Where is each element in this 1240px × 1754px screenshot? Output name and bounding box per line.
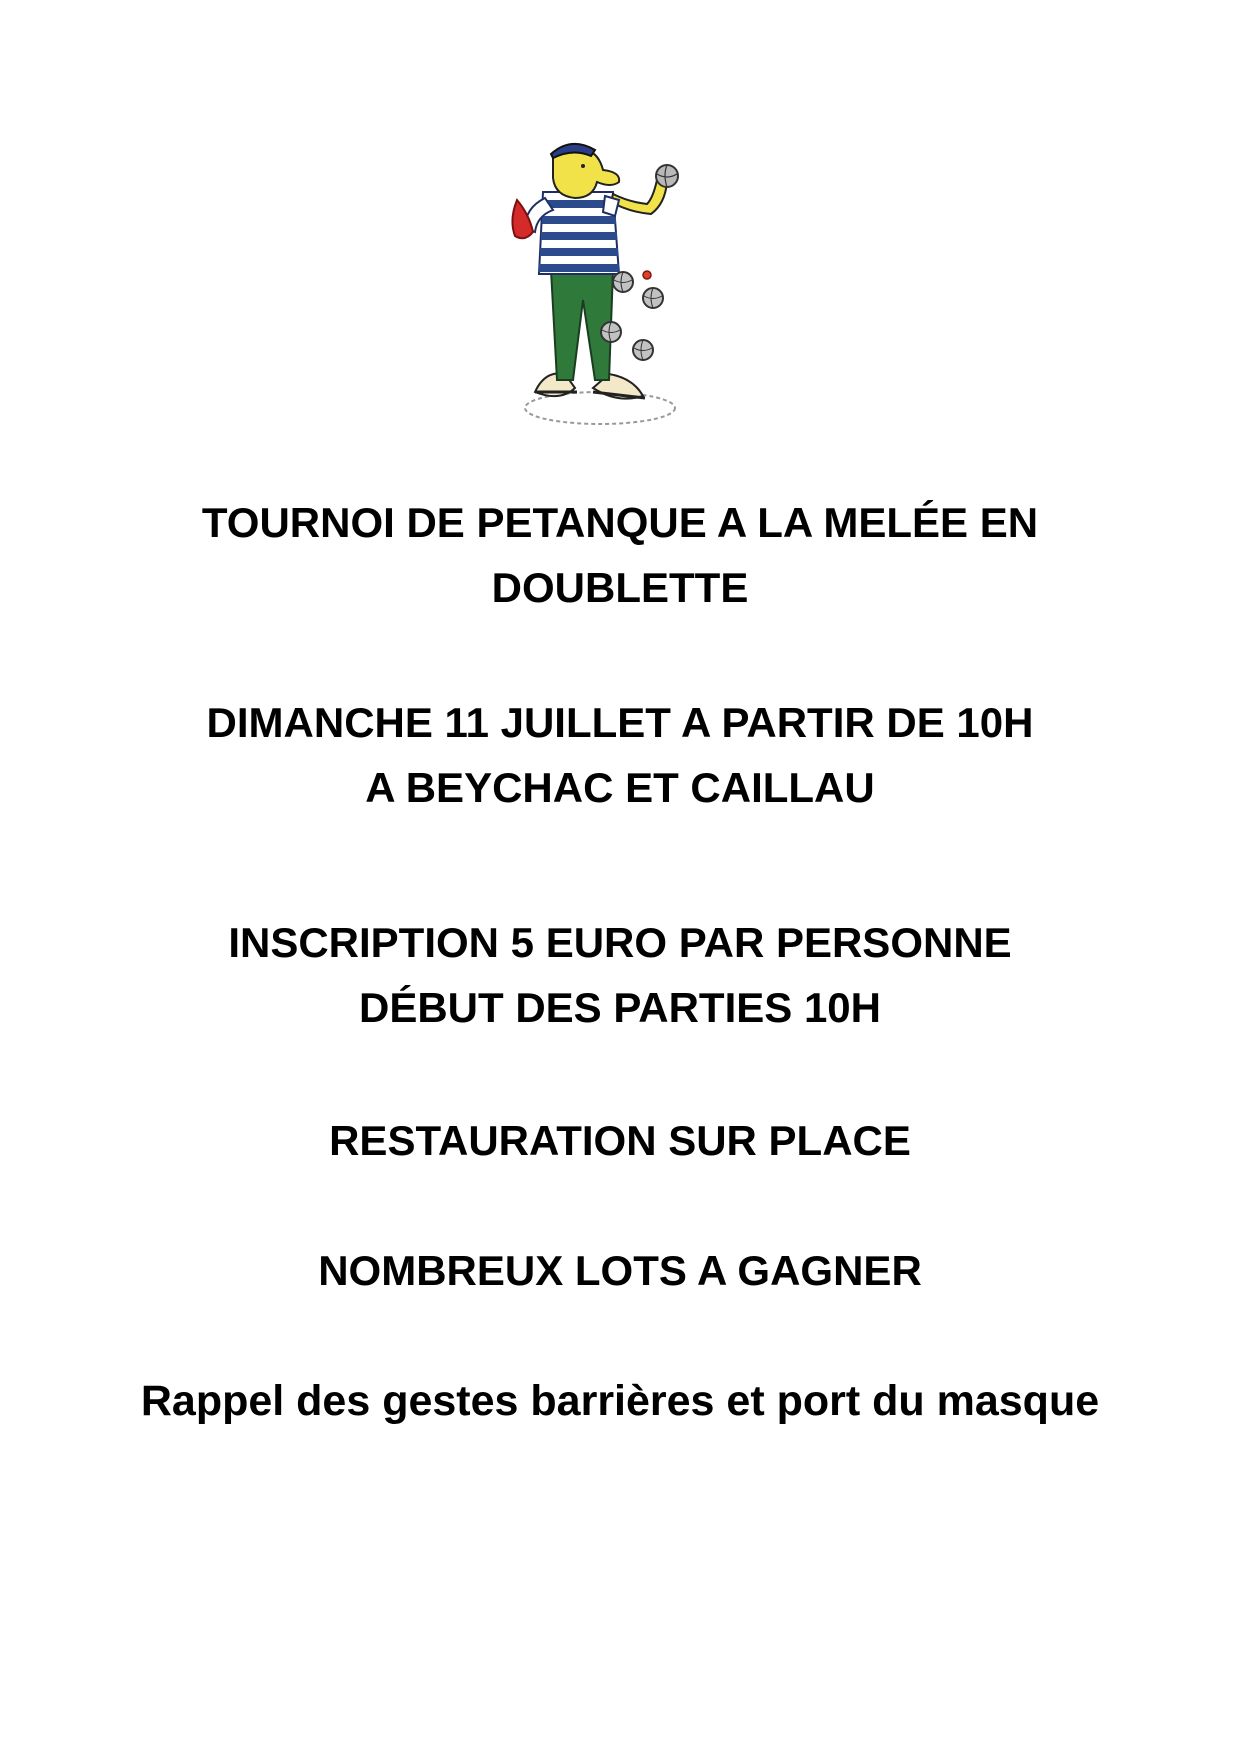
date-line: DIMANCHE 11 JUILLET A PARTIR DE 10H xyxy=(206,699,1034,746)
prizes-line: NOMBREUX LOTS A GAGNER xyxy=(318,1247,922,1294)
fee-line: INSCRIPTION 5 EURO PAR PERSONNE xyxy=(228,919,1012,966)
petanque-player-illustration xyxy=(505,130,735,430)
start-line: DÉBUT DES PARTIES 10H xyxy=(359,984,881,1031)
head xyxy=(551,144,619,198)
shoes xyxy=(535,373,645,398)
cochonnet xyxy=(643,271,651,279)
title-line-1: TOURNOI DE PETANQUE A LA MELÉE EN xyxy=(201,499,1039,546)
title-line-2: DOUBLETTE xyxy=(491,564,749,611)
red-cloth xyxy=(512,200,533,238)
boule-in-hand xyxy=(656,165,678,187)
reminder-line: Rappel des gestes barrières et port du masque xyxy=(140,1377,1100,1425)
place-line: A BEYCHAC ET CAILLAU xyxy=(365,764,875,811)
food-line: RESTAURATION SUR PLACE xyxy=(329,1117,911,1164)
throwing-circle xyxy=(525,392,675,424)
